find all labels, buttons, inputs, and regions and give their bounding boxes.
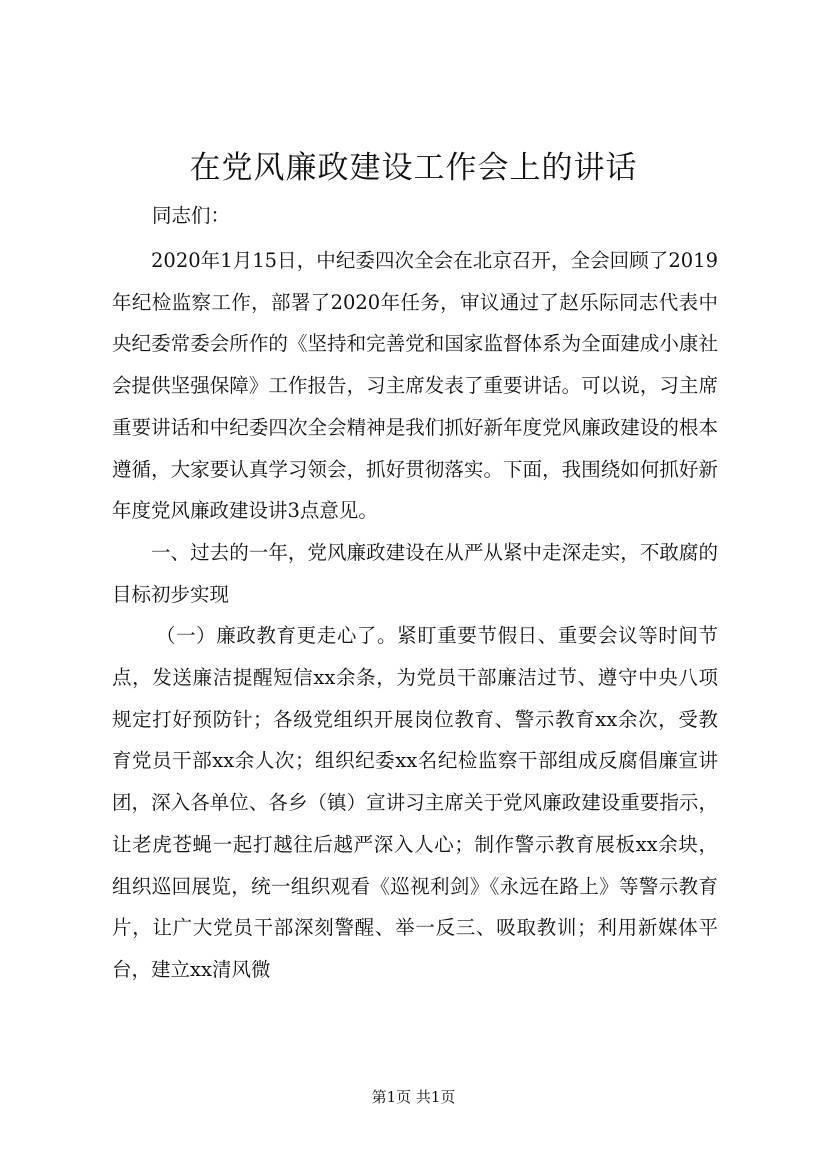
- document-title: 在党风廉政建设工作会上的讲话: [189, 150, 638, 186]
- section-heading-1: 一、过去的一年，党风廉政建设在从严从紧中走深走实，不敢腐的目标初步实现: [112, 540, 718, 606]
- paragraph-intro: 2020年1月15日，中纪委四次全会在北京召开，全会回顾了2019年纪检监察工作，部署了2020年任务，审议通过了赵乐际同志代表中央纪委常委会所作的《坚持和完善党和国家监督体系为全面建成小康社会提供坚强保障》工作报告，习主席发表了重要讲话。可以说，习主席重要讲话和中纪委四次全会精神是我们抓好新年度党风廉政建设的根本遵循，大家要认真学习领会，抓好贯彻落实。下面，我围绕如何抓好新年度党风廉政建设讲3点意见。: [112, 249, 718, 523]
- page-footer: 第1页 共1页: [371, 1088, 456, 1106]
- greeting-text: 同志们：: [152, 204, 231, 227]
- paragraph-education: （一）廉政教育更走心了。紧盯重要节假日、重要会议等时间节点，发送廉洁提醒短信xx余条，为党员干部廉洁过节、遵守中央八项规定打好预防针；各级党组织开展岗位教育、警示教育xx余次，受教育党员干部xx余人次；组织纪委xx名纪检监察干部组成反腐倡廉宣讲团，深入各单位、各乡（镇）宣讲习主席关于党风廉政建设重要指示，让老虎苍蝇一起打越往后越严深入人心；制作警示教育展板xx余块，组织巡回展览，统一组织观看《巡视利剑》《永远在路上》等警示教育片，让广大党员干部深刻警醒、举一反三、吸取教训；利用新媒体平台，建立xx清风微: [112, 624, 718, 981]
- document-body: [112, 240, 718, 991]
